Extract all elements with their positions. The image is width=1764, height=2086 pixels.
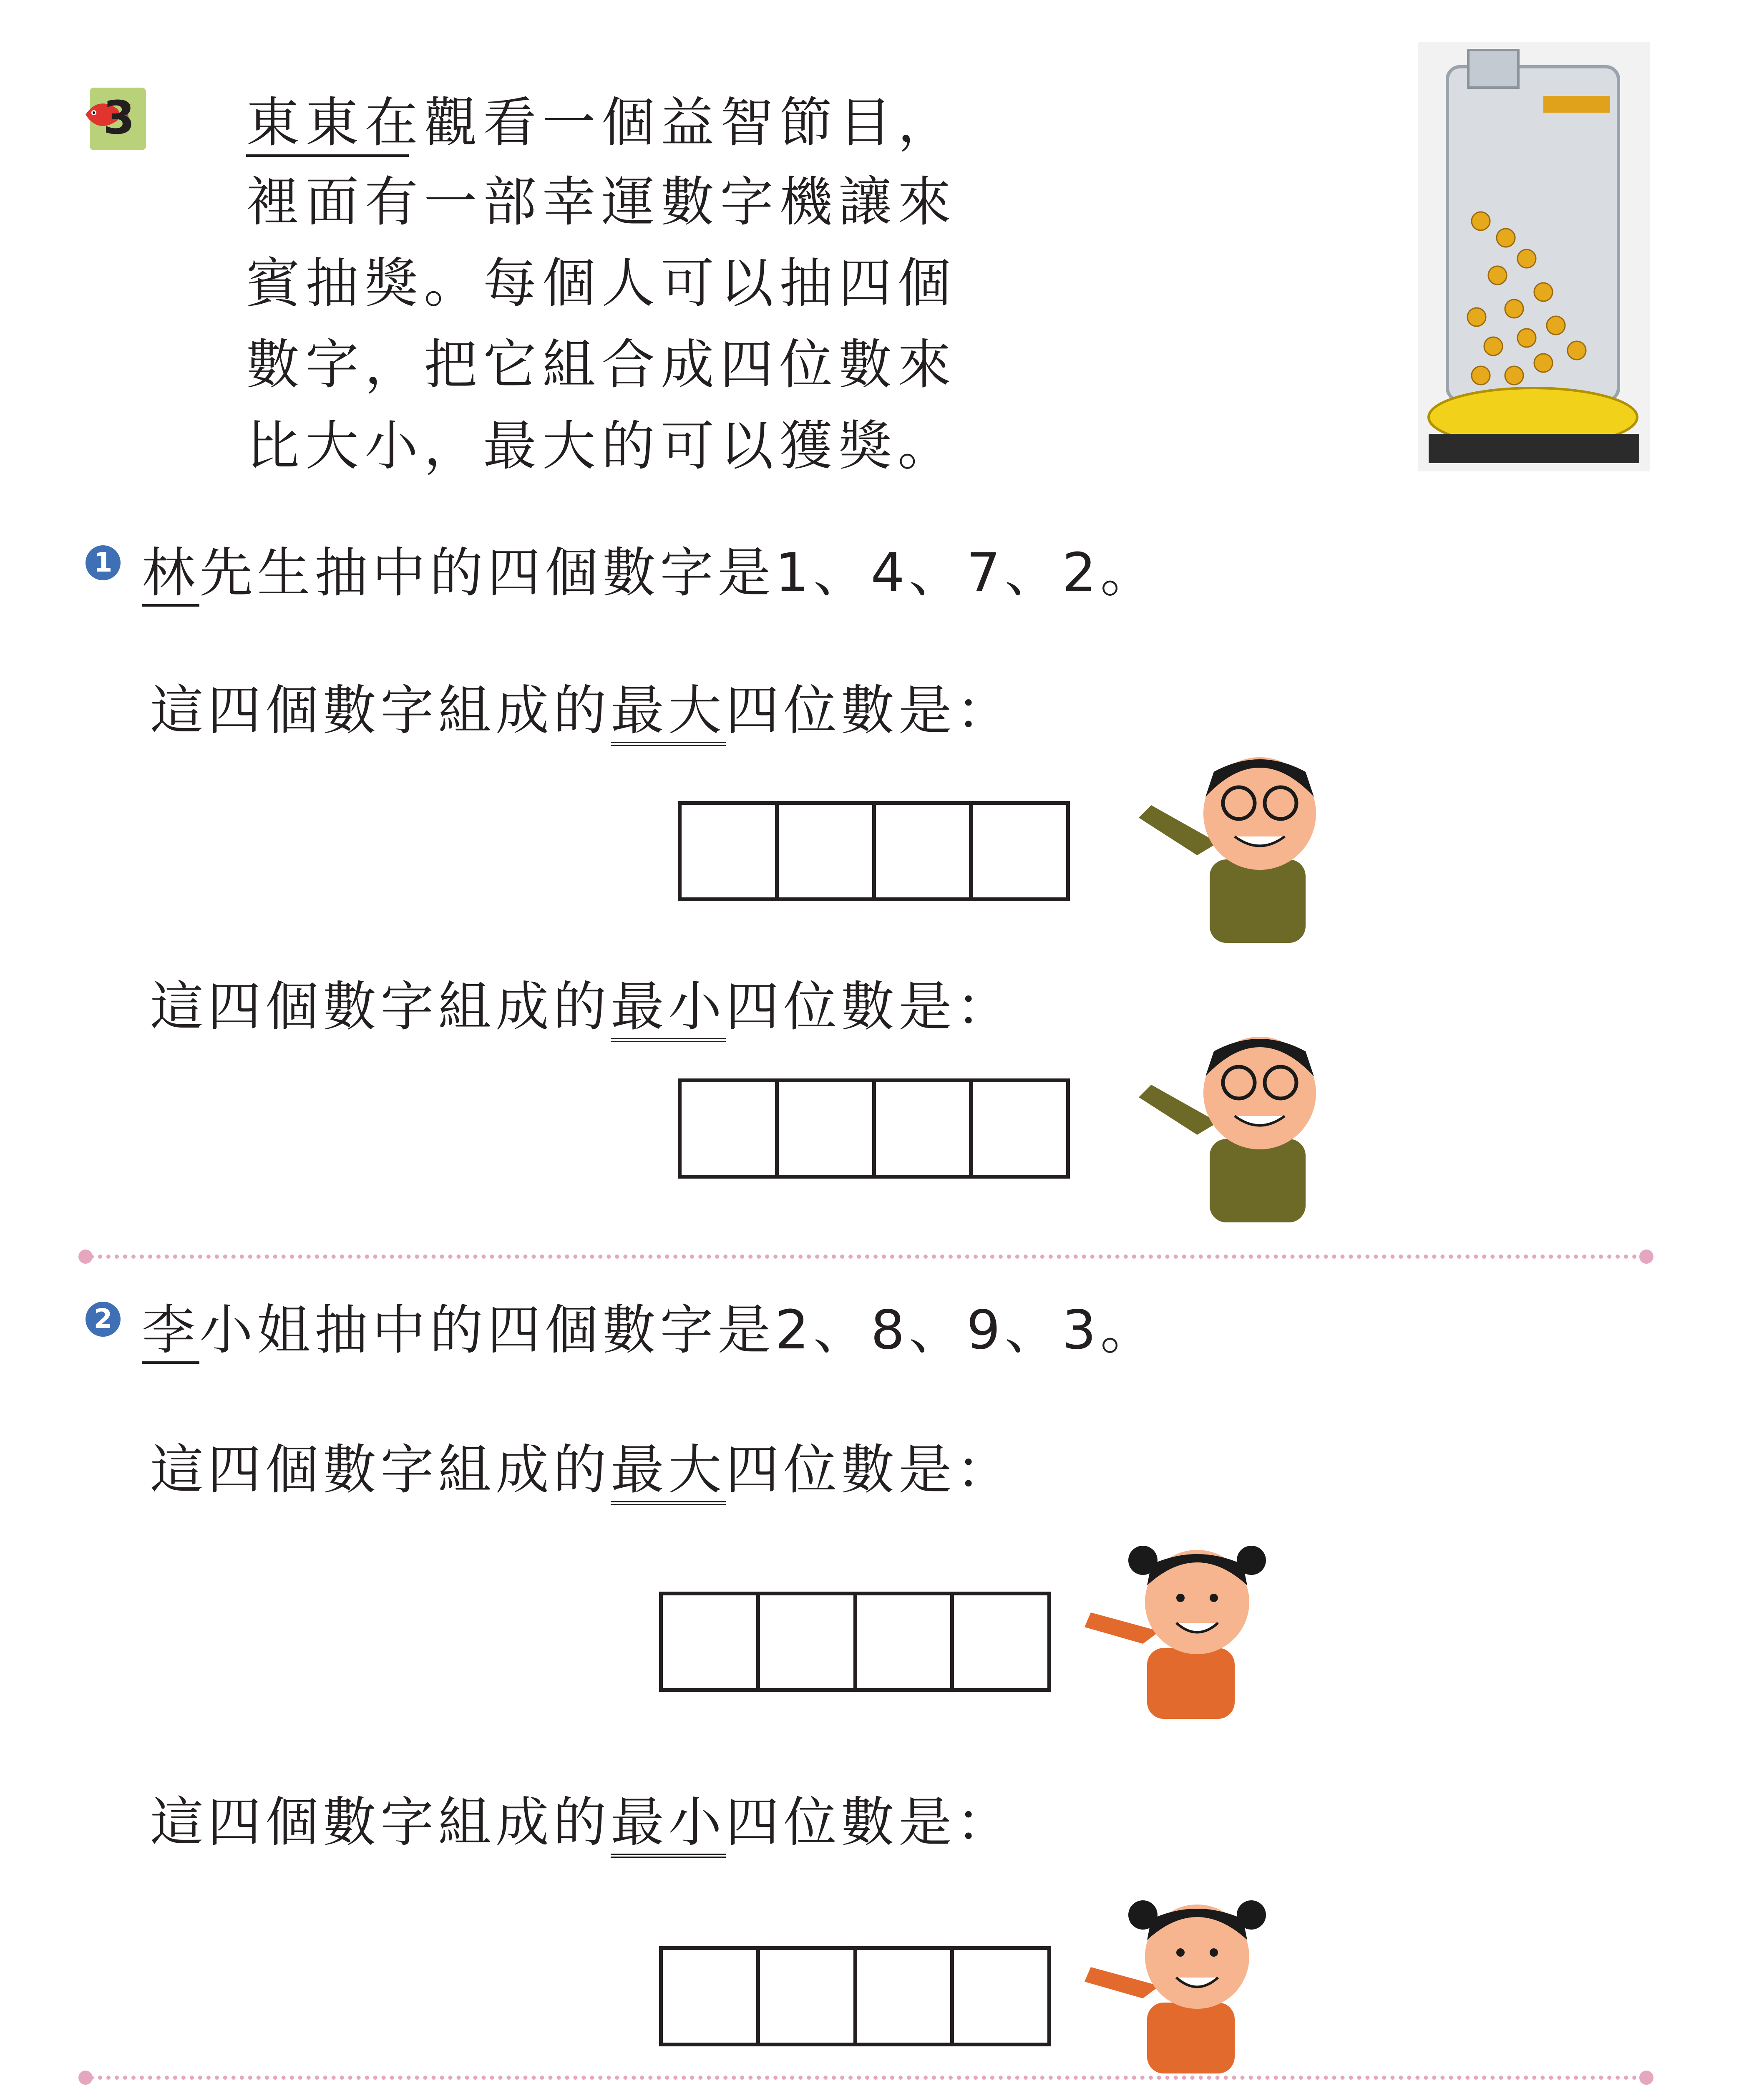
q2-max-answer-boxes[interactable] (659, 1592, 1051, 1692)
q1-min-prompt (150, 964, 1014, 1040)
q1-min-prompt-post: 四位數是： (726, 976, 1014, 1038)
q2-min-answer-boxes[interactable] (659, 1946, 1051, 2046)
question-2-text (142, 1287, 1158, 1364)
question-1-body: 先生抽中的四個數字是 (199, 542, 775, 604)
q2-max-prompt-pre: 這四個數字組成的 (150, 1439, 611, 1501)
intro-line-4: 數字，把它組合成四位數來 (246, 334, 957, 396)
q1-max-prompt-post: 四位數是： (726, 680, 1014, 742)
divider-dot (1639, 1250, 1653, 1264)
digit-box[interactable] (760, 1950, 857, 2043)
digit-box[interactable] (663, 1950, 760, 2043)
intro-line-2: 裡面有一部幸運數字機讓來 (246, 171, 957, 233)
q1-max-prompt (150, 668, 1014, 744)
digit-box[interactable] (973, 1082, 1066, 1175)
question-2-body: 小姐抽中的四個數字是 (199, 1299, 775, 1361)
intro-line-5: 比大小，最大的可以獲獎。 (246, 415, 957, 477)
question-1-name: 林 (142, 542, 199, 607)
digit-box[interactable] (779, 805, 876, 897)
question-2-number: 2 (86, 1302, 121, 1337)
q2-min-keyword: 最小 (611, 1791, 726, 1858)
digit-box[interactable] (876, 1082, 973, 1175)
digit-box[interactable] (663, 1595, 760, 1688)
q1-min-prompt-pre: 這四個數字組成的 (150, 976, 611, 1038)
digit-box[interactable] (760, 1595, 857, 1688)
q1-min-answer-boxes[interactable] (678, 1078, 1070, 1179)
lottery-machine-image (1418, 42, 1650, 471)
digit-box[interactable] (857, 1595, 954, 1688)
q1-max-answer-boxes[interactable] (678, 801, 1070, 901)
q2-max-prompt (150, 1427, 1014, 1504)
name-underline (246, 154, 409, 157)
q2-max-keyword: 最大 (611, 1439, 726, 1505)
q2-min-prompt-post: 四位數是： (726, 1791, 1014, 1854)
section-divider (90, 2076, 1646, 2080)
digit-box[interactable] (876, 805, 973, 897)
digit-box[interactable] (973, 805, 1066, 897)
q1-max-keyword: 最大 (611, 680, 726, 746)
section-divider (90, 1255, 1646, 1259)
q2-min-prompt (150, 1779, 1014, 1856)
question-1-digits: 1、4、7、2。 (775, 542, 1158, 604)
intro-line-3: 賓抽獎。每個人可以抽四個 (246, 252, 957, 315)
girl-illustration (1085, 1531, 1276, 1723)
digit-box[interactable] (954, 1595, 1047, 1688)
digit-box[interactable] (857, 1950, 954, 2043)
question-1-number: 1 (86, 545, 121, 580)
digit-box[interactable] (682, 1082, 779, 1175)
girl-illustration (1085, 1886, 1276, 2078)
question-2-name: 李 (142, 1299, 199, 1364)
digit-box[interactable] (954, 1950, 1047, 2043)
q2-max-prompt-post: 四位數是： (726, 1439, 1014, 1501)
digit-box[interactable] (682, 805, 779, 897)
question-2-digits: 2、8、9、3。 (775, 1299, 1158, 1361)
question-1-text (142, 530, 1158, 607)
problem-number: 3 (103, 91, 135, 144)
q1-max-prompt-pre: 這四個數字組成的 (150, 680, 611, 742)
intro-line-1: 東東在觀看一個益智節目， (246, 92, 957, 154)
boy-with-glasses-illustration (1135, 747, 1351, 947)
divider-dot (1639, 2071, 1653, 2085)
q1-min-keyword: 最小 (611, 976, 726, 1042)
boy-with-glasses-illustration (1135, 1026, 1351, 1227)
digit-box[interactable] (779, 1082, 876, 1175)
q2-min-prompt-pre: 這四個數字組成的 (150, 1791, 611, 1854)
